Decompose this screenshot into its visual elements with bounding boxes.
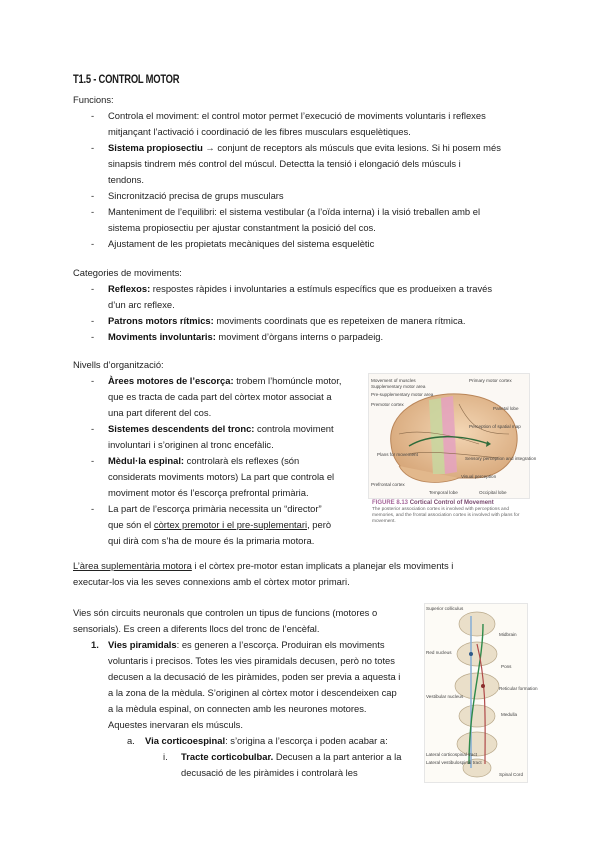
- list-number: 1.: [91, 639, 99, 650]
- list-item: Àrees motores de l’escorça: trobem l’homúncle motor, que es tracta de cada part del còrtex motor associat a una part diferent del cos.: [108, 375, 342, 418]
- list-item: Patrons motors rítmics: moviments coordinats que es repeteixen de manera rítmica.: [108, 315, 466, 326]
- bold-term: Tracte corticobulbar.: [181, 751, 274, 762]
- figure-brain-cortex: [368, 373, 537, 499]
- bold-term: Vies piramidals: [108, 639, 177, 650]
- figure-label: Vestibular nucleus: [426, 694, 464, 699]
- paragraph-vies: Vies són circuits neuronals que controlen un tipus de funcions (motores o sensorials). Es creen a diferents llocs del tronc de l’encèfal.: [73, 607, 378, 634]
- bold-term: Moviments involuntaris:: [108, 331, 216, 342]
- figure-label: Supplementary motor area: [371, 384, 426, 389]
- figure-title: Cortical Control of Movement: [409, 500, 494, 506]
- sublist-roman: i.: [163, 751, 168, 762]
- list-item: Reflexos: respostes ràpides i involuntaries a estímuls específics que es produeixen a través d’un arc reflexe.: [108, 283, 493, 310]
- bullet-dash: -: [91, 503, 95, 514]
- bold-term: Patrons motors rítmics:: [108, 315, 214, 326]
- list-item: Moviments involuntaris: moviment d’òrgans interns o parpadeig.: [108, 331, 384, 342]
- bold-term: Via corticoespinal: [145, 735, 226, 746]
- figure-label: Temporal lobe: [429, 490, 458, 495]
- list-item: Sistemes descendents del tronc: controla moviment involuntari i s’originen al tronc encefàlic.: [108, 423, 334, 450]
- bold-term: Àrees motores de l’escorça:: [108, 375, 234, 386]
- list-item-vies-piramidals: Vies piramidals: es generen a l’escorça. Produiran els moviments voluntaris i precisos. Totes les vies piramidals decusen, però no totes decusen a la decusació de les piràmides, poden ser previa a aquesta i a la zona de la mèdula. S’originen al còrtex motor i descendeixen cap a la mèdula espinal, on connecten amb les neurones motores. Aquestes inervaran els músculs.: [108, 639, 401, 730]
- figure-label: Medulla: [501, 712, 518, 717]
- figure-label: Movement of muscles: [371, 378, 416, 383]
- list-item: Sistema propiosectiu → conjunt de receptors als músculs que evita lesions. Si hi posem més sinapsis tindrem més control del múscul. Detectta la tensió i elongació dels músculs i tendons.: [108, 142, 501, 185]
- list-item: Manteniment de l’equilibri: el sistema vestibular (a l’oïda interna) i la visió treballen amb el sistema propiosectiu per ajustar constantment la posició del cos.: [108, 206, 481, 233]
- section-heading-nivells: Nivells d’organització:: [73, 359, 164, 370]
- figure-number: FIGURE 8.13: [372, 500, 409, 506]
- list-item: Ajustament de les propietats mecàniques del sistema esquelètic: [108, 238, 375, 249]
- figure-label: Red nucleus: [426, 650, 452, 655]
- figure-label: Lateral vestibulospinal tract: [426, 760, 482, 765]
- figure-motor-pathways: [424, 603, 538, 783]
- figure-caption-text: The posterior association cortex is involved with perceptions and memories, and the frontal association cortex is involved with plans for movement.: [372, 507, 520, 524]
- figure-label: Lateral corticospinal tract: [426, 752, 478, 757]
- figure-label: Sensory perception and integration: [465, 456, 537, 461]
- bullet-dash: -: [91, 110, 95, 121]
- bold-term: Mèdul·la espinal:: [108, 455, 185, 466]
- list-item: La part de l’escorça primària necessita un “director” que són el còrtex premotor i el pre-suplementari, però qui dirà com s’ha de moure és la primaria motora.: [108, 503, 332, 546]
- figure-label: Pre-supplementary motor area: [371, 392, 434, 397]
- section-heading-categories: Categories de moviments:: [73, 267, 182, 278]
- bullet-dash: -: [91, 315, 95, 326]
- figure-label: Spinal Cord: [499, 772, 524, 777]
- bullet-dash: -: [91, 375, 95, 386]
- figure-label: Prefrontal cortex: [371, 482, 405, 487]
- figure-label: Visual perception: [461, 474, 497, 479]
- figure-caption: [372, 500, 522, 525]
- sublist-item: Via corticoespinal: s’origina a l’escorça i poden acabar a:: [145, 735, 388, 746]
- section-heading-funcions: Funcions:: [73, 94, 114, 105]
- bullet-dash: -: [91, 283, 95, 294]
- bold-term: Sistemes descendents del tronc:: [108, 423, 255, 434]
- figure-label: Reticular formation: [499, 686, 538, 691]
- bullet-dash: -: [91, 206, 95, 217]
- bold-term: Sistema propiosectiu: [108, 142, 203, 153]
- figure-label: Plans for movement: [377, 452, 418, 457]
- bold-term: Reflexos:: [108, 283, 151, 294]
- page-title: T1.5 - CONTROL MOTOR: [73, 74, 180, 86]
- list-item: Sincronització precisa de grups musculars: [108, 190, 284, 201]
- figure-label: Occipital lobe: [479, 490, 507, 495]
- figure-label: Pons: [501, 664, 512, 669]
- list-item-line: Controla el moviment: el control motor permet l’execució de moviments voluntaris i reflexes: [108, 110, 486, 121]
- figure-label: Parietal lobe: [493, 406, 519, 411]
- sublist-item: Tracte corticobulbar. Decusen a la part anterior a la decusació de les piràmides i controlarà les: [181, 751, 402, 778]
- paragraph-area-suplementaria: L’àrea suplementària motora i el còrtex pre-motor estan implicats a planejar els moviments i executar-los via les seves connexions amb el còrtex motor primari.: [73, 560, 454, 587]
- bullet-dash: -: [91, 423, 95, 434]
- list-item: [108, 108, 528, 140]
- bullet-dash: -: [91, 190, 95, 201]
- figure-label: Perception of spatial map: [469, 424, 521, 429]
- underlined-term: L’àrea suplementària motora: [73, 560, 192, 571]
- bullet-dash: -: [91, 238, 95, 249]
- sublist-letter: a.: [127, 735, 135, 746]
- list-item: Mèdul·la espinal: controlarà els reflexes (són considerats moviments motors) La part que controla el moviment motor és l’escorça prefrontal primària.: [108, 455, 335, 498]
- figure-label: Primary motor cortex: [469, 378, 512, 383]
- underlined-term: còrtex premotor i el pre-suplementari: [153, 519, 308, 530]
- bullet-dash: -: [91, 331, 95, 342]
- figure-label: Midbrain: [499, 632, 517, 637]
- figure-label: Premotor cortex: [371, 402, 404, 407]
- figure-label: Superior colliculus: [426, 606, 464, 611]
- bullet-dash: -: [91, 142, 95, 153]
- list-item-line: mitjançant l’activació i coordinació de les fibres musculars esquelètiques.: [108, 126, 411, 137]
- bullet-dash: -: [91, 455, 95, 466]
